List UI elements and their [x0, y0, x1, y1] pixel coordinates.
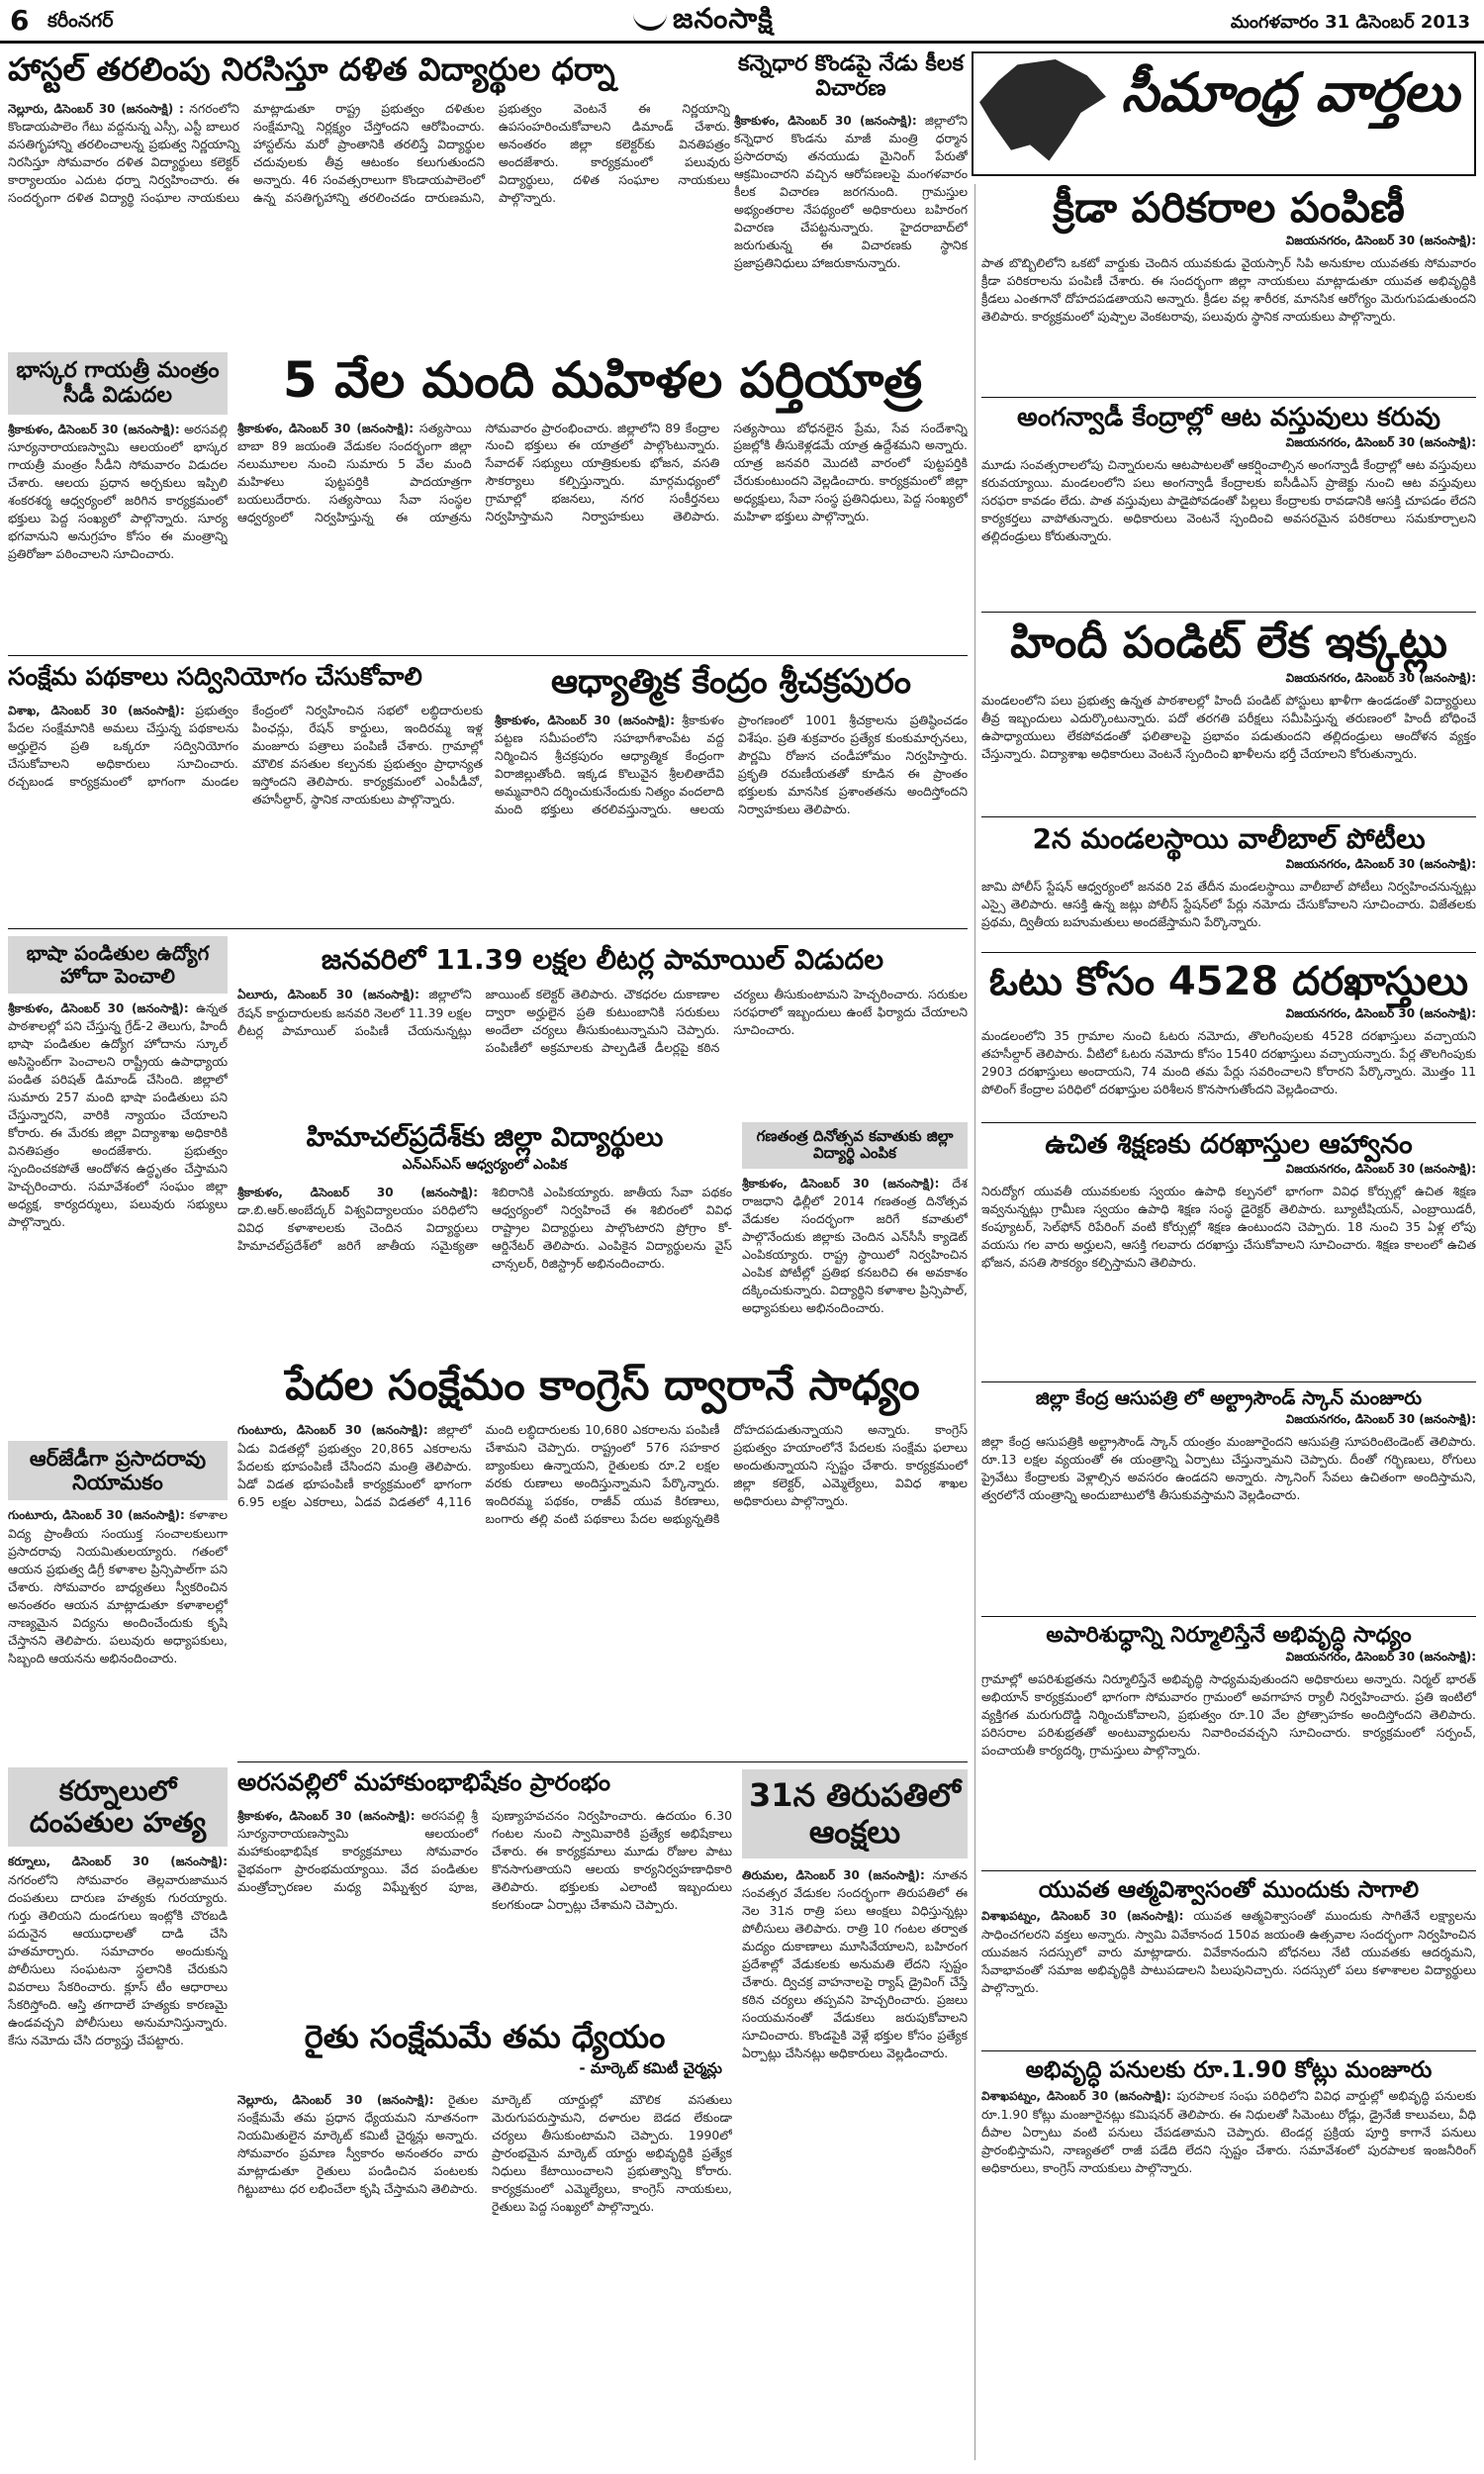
body-text: ప్రభుత్వం పేదల సంక్షేమానికి అమలు చేస్తున్న పథకాలను అర్హులైన ప్రతి ఒక్కరూ సద్వినియోగం చేసుకోవాలని అధికారులు సూచించారు. రచ్చబండ కార్యక్రమంలో భాగంగా మండల కేంద్రంలో నిర్వహించిన సభలో లబ్ధిదారులకు పింఛన్లు, రేషన్ కార్డులు, ఇందిరమ్మ ఇళ్ల మంజూరు పత్రాలు పంపిణీ చేశారు. గ్రామాల్లో మౌలిక వసతుల కల్పనకు ప్రభుత్వం ప్రాధాన్యత ఇస్తోందని తెలిపారు. కార్యక్రమంలో ఎంపీడీవో, తహసీల్దార్, స్థానిక నాయకులు పాల్గొన్నారు. [8, 702, 483, 807]
article-kumbhabhishekam [237, 1769, 732, 2007]
article-body [237, 420, 968, 526]
article-body [8, 100, 730, 207]
divider [237, 1761, 968, 1762]
article-volleyball [981, 823, 1476, 952]
dateline: ఏలూరు, డిసెంబర్ 30 (జనంసాక్షి): [237, 988, 419, 1002]
article-hostel [8, 51, 730, 348]
dateline: విజయనగరం, డిసెంబర్ 30 (జనంసాక్షి): [1285, 1162, 1476, 1177]
article-palm-oil [237, 936, 968, 1114]
headline: ఆధ్యాత్మిక కేంద్రం శ్రీచక్రపురం [550, 663, 912, 702]
dateline: విశాఖ, డిసెంబర్ 30 (జనంసాక్షి): [8, 703, 185, 717]
headline: భాస్కర గాయత్రీ మంత్రం సీడీ విడుదల [8, 352, 228, 415]
body-text: కళాశాల విద్య ప్రాంతీయ సంయుక్త సంచాలకులుగా ప్రసాదరావు నియమితులయ్యారు. గతంలో ఆయన ప్రభుత్వ డిగ్రీ కళాశాల ప్రిన్సిపాల్‌గా పని చేశారు. సోమవారం బాధ్యతలు స్వీకరించిన అనంతరం ఆయన మాట్లాడుతూ కళాశాలల్లో నాణ్యమైన విద్యను అందించేందుకు కృషి చేస్తానని తెలిపారు. పలువురు అధ్యాపకులు, సిబ్బంది ఆయనను అభినందించారు. [8, 1507, 228, 1665]
headline: క్రీడా పరికరాల పంపిణీ [1053, 184, 1405, 232]
body-text: జిల్లాలోని కన్నెధార కొండను మాజీ మంత్రి ధర్మాన ప్రసాదరావు తనయుడు మైనింగ్ పేరుతో ఆక్రమించారని వచ్చిన ఆరోపణలపై మంగళవారం కీలక విచారణ జరగనుంది. గ్రామస్తుల అభ్యంతరాల నేపథ్యంలో అధికారులు బహిరంగ విచారణ చేపట్టనున్నారు. హైదరాబాద్‌లో జరుగుతున్న ఈ విచారణకు స్థానిక ప్రజాప్రతినిధులు హాజరుకానున్నారు. [734, 112, 968, 270]
body-text: నగరంలోని కొండాయపాలెం గేటు వద్దనున్న ఎస్సీ, ఎస్టీ బాలుర వసతిగృహాన్ని తరలించాలన్న ప్రభుత్వ నిర్ణయాన్ని నిరసిస్తూ సోమవారం దళిత విద్యార్థులు కలెక్టర్ కార్యాలయం ఎదుట ధర్నా నిర్వహించారు. ఈ సందర్భంగా దళిత విద్యార్థి సంఘాల నాయకులు మాట్లాడుతూ రాష్ట్ర ప్రభుత్వం దళితుల సంక్షేమాన్ని నిర్లక్ష్యం చేస్తోందని ఆరోపించారు. హాస్టల్‌ను మరో ప్రాంతానికి తరలిస్తే విద్యార్థుల చదువులకు తీవ్ర ఆటంకం కలుగుతుందని అన్నారు. 46 సంవత్సరాలుగా కొండాయపాలెంలో ఉన్న వసతిగృహాన్ని తరలించడం దారుణమని, ప్రభుత్వం వెంటనే ఈ నిర్ణయాన్ని ఉపసంహరించుకోవాలని డిమాండ్ చేశారు. అనంతరం జిల్లా కలెక్టర్‌కు వినతిపత్రం అందజేశారు. కార్యక్రమంలో పలువురు విద్యార్థులు, దళిత సంఘాల నాయకులు పాల్గొన్నారు. [8, 100, 730, 206]
body-text: నూతన సంవత్సర వేడుకల సందర్భంగా తిరుపతిలో ఈ నెల 31న రాత్రి పలు ఆంక్షలు విధిస్తున్నట్లు పోలీసులు తెలిపారు. రాత్రి 10 గంటల తర్వాత మద్యం దుకాణాలు మూసివేయాలని, బహిరంగ ప్రదేశాల్లో వేడుకలకు అనుమతి లేదని స్పష్టం చేశారు. ద్విచక్ర వాహనాలపై ర్యాష్ డ్రైవింగ్ చేస్తే కఠిన చర్యలు తప్పవని హెచ్చరించారు. ప్రజలు సంయమనంతో వేడుకలు జరుపుకోవాలని సూచించారు. కొండపైకి వెళ్లే భక్తుల కోసం ప్రత్యేక ఏర్పాట్లు చేసినట్లు అధికారులు వెల్లడించారు. [742, 1866, 968, 2060]
dateline: కర్నూలు, డిసెంబర్ 30 (జనంసాక్షి): [8, 1855, 228, 1869]
headline: యువత ఆత్మవిశ్వాసంతో ముందుకు సాగాలి [1038, 1877, 1420, 1903]
article-body [981, 1907, 1476, 1996]
headline: ఓటు కోసం 4528 దరఖాస్తులు [988, 959, 1469, 1004]
body-text: నిరుద్యోగ యువతీ యువకులకు స్వయం ఉపాధి కల్పనలో భాగంగా వివిధ కోర్సుల్లో ఉచిత శిక్షణ ఇవ్వనున్నట్లు గ్రామీణ స్వయం ఉపాధి శిక్షణ సంస్థ డైరెక్టర్ తెలిపారు. బ్యూటీషియన్, ఎంబ్రాయిడరీ, కంప్యూటర్, సెల్‌ఫోన్ రిపేరింగ్ వంటి కోర్సుల్లో శిక్షణ ఉంటుందని చెప్పారు. 18 నుంచి 35 ఏళ్ల లోపు వయసు గల వారు అర్హులని, ఆసక్తి గలవారు దరఖాస్తు చేసుకోవాలని సూచించారు. శిక్షణ కాలంలో ఉచిత భోజన, వసతి సౌకర్యం కల్పిస్తామని తెలిపారు. [981, 1184, 1476, 1270]
article-body [495, 712, 968, 818]
dateline: శ్రీకాకుళం, డిసెంబర్ 30 (జనంసాక్షి): [8, 1001, 189, 1015]
dateline: శ్రీకాకుళం, డిసెంబర్ 30 (జనంసాక్షి): [8, 422, 180, 436]
article-congress [237, 1358, 968, 1754]
body-text: జామి పోలీస్ స్టేషన్ ఆధ్వర్యంలో జనవరి 2వ తేదీన మండలస్థాయి వాలీబాల్ పోటీలు నిర్వహించనున్నట్లు ఎస్సై తెలిపారు. ఆసక్తి ఉన్న జట్లు పోలీస్ స్టేషన్‌లో పేర్లు నమోదు చేసుకోవాలని సూచించారు. విజేతలకు ప్రథమ, ద్వితీయ బహుమతులు అందజేస్తామని పేర్కొన్నారు. [981, 879, 1476, 930]
article-anganwadi [981, 404, 1476, 612]
headline: సంక్షేమ పథకాలు సద్వినియోగం చేసుకోవాలి [8, 663, 422, 691]
seemandhra-banner [972, 51, 1476, 176]
headline: హిమాచల్‌ప్రదేశ్‌కు జిల్లా విద్యార్థులు [306, 1122, 664, 1153]
dateline: తిరుమల, డిసెంబర్ 30 (జనంసాక్షి): [742, 1867, 925, 1882]
divider [8, 655, 968, 656]
headline: జిల్లా కేంద్ర ఆసుపత్రి లో అల్ట్రాసౌండ్ స్కాన్ మంజూరు [1035, 1388, 1423, 1409]
dateline: శ్రీకాకుళం, డిసెంబర్ 30 (జనంసాక్షి): [237, 1808, 416, 1823]
body-text: అరసవల్లి సూర్యనారాయణస్వామి ఆలయంలో భాస్కర గాయత్రీ మంత్రం సీడీని సోమవారం విడుదల చేశారు. ఆలయ ప్రధాన అర్చకులు ఇప్పిలి శంకరశర్మ ఆధ్వర్యంలో జరిగిన కార్యక్రమంలో భక్తులు పెద్ద సంఖ్యలో పాల్గొన్నారు. సూర్య భగవానుని అనుగ్రహం కోసం ఈ మంత్రాన్ని ప్రతిరోజూ పఠించాలని సూచించారు. [8, 421, 228, 561]
divider [8, 928, 968, 929]
dateline: నెల్లూరు, డిసెంబర్ 30 (జనంసాక్షి): [237, 2092, 434, 2107]
article-body [8, 1506, 228, 1666]
headline: రైతు సంక్షేమమే తమ ధ్యేయం [304, 2019, 666, 2055]
headline: 31న తిరుపతిలో ఆంక్షలు [742, 1769, 968, 1858]
dateline: విజయనగరం, డిసెంబర్ 30 (జనంసాక్షి): [1285, 234, 1476, 248]
headline: అభివృద్ధి పనులకు రూ.1.90 కోట్లు మంజూరు [1025, 2057, 1433, 2083]
subhead: ఎన్ఎస్ఎస్ ఆధ్వర్యంలో ఎంపిక [402, 1157, 568, 1174]
article-bhasha [8, 936, 228, 1431]
article-ultrasound [981, 1388, 1476, 1616]
headline: ఉచిత శిక్షణకు దరఖాస్తుల ఆహ్వానం [1045, 1129, 1413, 1160]
article-body [8, 1853, 228, 2048]
divider [981, 952, 1476, 953]
dateline: శ్రీకాకుళం, డిసెంబర్ 30 (జనంసాక్షి): [495, 714, 676, 728]
headline: జనవరిలో 11.39 లక్షల లీటర్ల పామాయిల్ విడుదల [321, 943, 884, 976]
divider [981, 1870, 1476, 1871]
body-text: పురపాలక సంఘ పరిధిలోని వివిధ వార్డుల్లో అభివృద్ధి పనులకు రూ.1.90 కోట్లు మంజూరైనట్లు కమిషనర్ తెలిపారు. ఈ నిధులతో సిమెంటు రోడ్లు, డ్రైనేజీ కాలువలు, వీధి దీపాల ఏర్పాటు వంటి పనులు చేపడతామని చెప్పారు. టెండర్ల ప్రక్రియ పూర్తి కాగానే పనులు ప్రారంభిస్తామని, నాణ్యతలో రాజీ పడేది లేదని స్పష్టం చేశారు. సమావేశంలో పురపాలక ఇంజనీరింగ్ అధికారులు, కాంగ్రెస్ నాయకులు పాల్గొన్నారు. [981, 2088, 1476, 2175]
article-youth [981, 1877, 1476, 2050]
divider [981, 612, 1476, 613]
dateline: విజయనగరం, డిసెంబర్ 30 (జనంసాక్షి): [1285, 1411, 1476, 1426]
article-body [237, 986, 968, 1057]
dateline: నెల్లూరు, డిసెంబర్ 30 (జనంసాక్షి) : [8, 101, 184, 116]
headline: అరసవల్లిలో మహాకుంభాభిషేకం ప్రారంభం [237, 1769, 611, 1796]
article-body [981, 2087, 1476, 2176]
article-srichakrapuram [495, 663, 968, 920]
dateline: విశాఖపట్నం, డిసెంబర్ 30 (జనంసాక్షి): [981, 1909, 1184, 1924]
body-text: జిల్లా కేంద్ర ఆసుపత్రికి అల్ట్రాసౌండ్ స్కాన్ యంత్రం మంజూరైందని ఆసుపత్రి సూపరింటెండెంట్ తెలిపారు. రూ.13 లక్షల వ్యయంతో ఈ యంత్రాన్ని ఏర్పాటు చేస్తున్నామని చెప్పారు. దీంతో గర్భిణులు, రోగులు ప్రైవేటు కేంద్రాలకు వెళ్లాల్సిన అవసరం ఉండదని అన్నారు. స్కానింగ్ సేవలు ఉచితంగా అందిస్తామని, త్వరలోనే యంత్రాన్ని అందుబాటులోకి తీసుకువస్తామని వెల్లడించారు. [981, 1433, 1476, 1502]
dateline: విశాఖపట్నం, డిసెంబర్ 30 (జనంసాక్షి): [981, 2089, 1171, 2104]
column-divider [974, 184, 975, 2460]
headline: 5 వేల మంది మహిళల పర్తియాత్ర [282, 352, 923, 409]
headline: 2న మండలస్థాయి వాలీబాల్ పోటీలు [1032, 823, 1426, 855]
page-number: 6 [10, 4, 30, 37]
body-text: పాత బొబ్బిలిలోని ఒకటో వార్డుకు చెందిన యువకుడు వైయస్సార్ సిపి అనుకూల యువతకు సోమవారం క్రీడా పరికరాలను పంపిణీ చేశారు. ఈ సందర్భంగా జిల్లా నాయకులు మాట్లాడుతూ యువత అభివృద్ధికి క్రీడలు ఎంతగానో దోహదపడతాయని అన్నారు. క్రీడల వల్ల శారీరక, మానసిక ఆరోగ్యం మెరుగుపడుతుందని తెలిపారు. కార్యక్రమంలో పుష్పాల వెంకటరావు, పలువురు స్థానిక నాయకులు పాల్గొన్నారు. [981, 255, 1476, 325]
dateline: విజయనగరం, డిసెంబర్ 30 (జనంసాక్షి): [1285, 1006, 1476, 1020]
article-body [8, 421, 228, 563]
issue-date: మంగళవారం 31 డిసెంబర్ 2013 [1230, 12, 1470, 33]
masthead [633, 2, 774, 42]
article-padayatra [237, 352, 968, 649]
article-body [237, 1807, 732, 1914]
article-kurnool [8, 1767, 228, 2460]
body-text: అరసవల్లి శ్రీ సూర్యనారాయణస్వామి ఆలయంలో మహాకుంభాభిషేక కార్యక్రమాలు సోమవారం వైభవంగా ప్రారంభమయ్యాయి. వేద పండితుల మంత్రోచ్ఛారణల మధ్య విఘ్నేశ్వర పూజ, పుణ్యాహవచనం నిర్వహించారు. ఉదయం 6.30 గంటల నుంచి స్వామివారికి ప్రత్యేక అభిషేకాలు చేశారు. ఈ కార్యక్రమాలు మూడు రోజుల పాటు కొనసాగుతాయని ఆలయ కార్యనిర్వహణాధికారి తెలిపారు. భక్తులకు ఎలాంటి ఇబ్బందులు కలగకుండా ఏర్పాట్లు చేశామని చెప్పారు. [237, 1807, 732, 1912]
article-kannedhara [734, 51, 968, 348]
dateline: విజయనగరం, డిసెంబర్ 30 (జనంసాక్షి): [1285, 1650, 1476, 1665]
headline: ఆర్‌జేడీగా ప్రసాదరావు నియామకం [8, 1441, 228, 1500]
article-rythu [237, 2019, 732, 2460]
article-body [237, 1421, 968, 1528]
article-welfare [8, 663, 483, 920]
article-gayatri [8, 352, 228, 649]
body-text: రైతుల సంక్షేమమే తమ ప్రధాన ధ్యేయమని నూతనంగా నియమితులైన మార్కెట్ కమిటీ చైర్మన్లు అన్నారు. సోమవారం ప్రమాణ స్వీకారం అనంతరం వారు మాట్లాడుతూ రైతులు పండించిన పంటలకు గిట్టుబాటు ధర లభించేలా కృషి చేస్తామని తెలిపారు. మార్కెట్ యార్డుల్లో మౌలిక వసతులు మెరుగుపరుస్తామని, దళారుల బెడద లేకుండా చర్యలు తీసుకుంటామని చెప్పారు. 1990లో ప్రారంభమైన మార్కెట్ యార్డు అభివృద్ధికి ప్రత్యేక నిధులు కేటాయించాలని ప్రభుత్వాన్ని కోరారు. కార్యక్రమంలో ఎమ్మెల్యేలు, కాంగ్రెస్ నాయకులు, రైతులు పెద్ద సంఖ్యలో పాల్గొన్నారు. [237, 2091, 732, 2214]
body-text: మండలంలోని పలు ప్రభుత్వ ఉన్నత పాఠశాలల్లో హిందీ పండిట్ పోస్టులు ఖాళీగా ఉండడంతో విద్యార్థులు తీవ్ర ఇబ్బందులు ఎదుర్కొంటున్నారు. పదో తరగతి పరీక్షలు సమీపిస్తున్న తరుణంలో హిందీ బోధించే ఉపాధ్యాయులు లేకపోవడంతో ఫలితాలపై ప్రభావం పడుతుందని తల్లిదండ్రులు ఆందోళన వ్యక్తం చేస్తున్నారు. విద్యాశాఖ అధికారులు వెంటనే స్పందించి ఖాళీలను భర్తీ చేయాలని కోరుతున్నారు. [981, 692, 1476, 761]
article-himachal [237, 1122, 732, 1350]
article-vote [981, 959, 1476, 1122]
article-tirupati [742, 1769, 968, 2460]
article-body [742, 1866, 968, 2062]
divider [981, 1381, 1476, 1382]
body-text: జిల్లాలోని రేషన్ కార్డుదారులకు జనవరి నెలలో 11.39 లక్షల లీటర్ల పామాయిల్ పంపిణీ చేయనున్నట్లు జాయింట్ కలెక్టర్ తెలిపారు. చౌకధరల దుకాణాల ద్వారా అర్హులైన ప్రతి కుటుంబానికి సరుకులు అందేలా చర్యలు తీసుకుంటున్నామని చెప్పారు. పంపిణీలో అక్రమాలకు పాల్పడితే డీలర్లపై కఠిన చర్యలు తీసుకుంటామని హెచ్చరించారు. సరుకుల సరఫరాలో ఇబ్బందులు ఉంటే ఫిర్యాదు చేయాలని సూచించారు. [237, 987, 968, 1056]
divider [981, 1122, 1476, 1123]
headline: హాస్టల్ తరలింపు నిరసిస్తూ దళిత విద్యార్థుల ధర్నా [8, 51, 615, 88]
headline: పేదల సంక్షేమం కాంగ్రెస్ ద్వారానే సాధ్యం [285, 1361, 920, 1409]
article-hindi [981, 618, 1476, 816]
page-header [0, 0, 1484, 44]
article-development [981, 2057, 1476, 2245]
article-body [8, 702, 483, 809]
dateline: గుంటూరు, డిసెంబర్ 30 (జనంసాక్షి): [237, 1423, 428, 1438]
article-body [237, 1184, 732, 1273]
headline: గణతంత్ర దినోత్సవ కవాతుకు జిల్లా విద్యార్థి ఎంపిక [742, 1122, 968, 1169]
article-body [237, 2091, 732, 2216]
headline: కర్నూలులో దంపతుల హత్య [8, 1767, 228, 1847]
body-text: మూడు సంవత్సరాలలోపు చిన్నారులను ఆటపాటలతో ఆకర్షించాల్సిన అంగన్వాడీ కేంద్రాల్లో ఆట వస్తువులు కరువయ్యాయి. మండలంలోని పలు అంగన్వాడీ కేంద్రాలకు ఐసీడీఎస్ ప్రాజెక్టు నుంచి ఆట వస్తువులు సరఫరా కావడం లేదు. పాత వస్తువులు పాడైపోవడంతో పిల్లలు కేంద్రాలకు రావడానికి ఆసక్తి చూపడం లేదని కార్యకర్తలు వాపోతున్నారు. అధికారులు వెంటనే స్పందించి అవసరమైన పరికరాలు సమకూర్చాలని తల్లిదండ్రులు కోరుతున్నారు. [981, 456, 1476, 543]
dateline: గుంటూరు, డిసెంబర్ 30 (జనంసాక్షి): [8, 1508, 185, 1523]
article-sanitation [981, 1623, 1476, 1870]
body-text: జిల్లాలో ఏడు విడతల్లో ప్రభుత్వం 20,865 ఎకరాలను పేదలకు భూపంపిణీ చేసిందని మంత్రి తెలిపారు. ఏడో విడత భూపంపిణీ కార్యక్రమంలో భాగంగా 6.95 లక్షల ఎకరాలు, ఏడవ విడతలో 4,116 మంది లబ్ధిదారులకు 10,680 ఎకరాలను పంపిణీ చేశామని చెప్పారు. రాష్ట్రంలో 576 సహకార బ్యాంకులు ఉన్నాయని, రైతులకు రూ.2 లక్షల వరకు రుణాలు అందిస్తున్నామని పేర్కొన్నారు. ఇందిరమ్మ పథకం, రాజీవ్ యువ కిరణాలు, బంగారు తల్లి వంటి పథకాలు పేదల అభ్యున్నతికి దోహదపడుతున్నాయని అన్నారు. కాంగ్రెస్ ప్రభుత్వం హయాంలోనే పేదలకు సంక్షేమ ఫలాలు అందుతున్నాయని స్పష్టం చేశారు. కార్యక్రమంలో జిల్లా కలెక్టర్, ఎమ్మెల్యేలు, వివిధ శాఖల అధికారులు పాల్గొన్నారు. [237, 1422, 968, 1527]
article-sports-kits [981, 184, 1476, 397]
dateline: శ్రీకాకుళం, డిసెంబర్ 30 (జనంసాక్షి): [734, 113, 917, 128]
headline: కన్నెధార కొండపై నేడు కీలక విచారణ [738, 51, 964, 102]
headline: హిందీ పండిట్ లేక ఇక్కట్లు [1010, 618, 1447, 668]
body-text: ఉన్నత పాఠశాలల్లో పని చేస్తున్న గ్రేడ్-2 తెలుగు, హిందీ భాషా పండితుల ఉద్యోగ హోదాను స్కూల్ అసిస్టెంట్‌గా పెంచాలని రాష్ట్రీయ ఉపాధ్యాయ పండిత పరిషత్ డిమాండ్ చేసింది. జిల్లాలో సుమారు 257 మంది భాషా పండితులు పని చేస్తున్నారని, వారికి న్యాయం చేయాలని కోరారు. ఈ మేరకు జిల్లా విద్యాశాఖ అధికారికి వినతిపత్రం అందజేశారు. ప్రభుత్వం స్పందించకపోతే ఆందోళన ఉద్ధృతం చేస్తామని హెచ్చరించారు. సమావేశంలో సంఘం జిల్లా అధ్యక్ష, కార్యదర్శులు, పలువురు సభ్యులు పాల్గొన్నారు. [8, 1000, 228, 1230]
right-column [981, 184, 1476, 2460]
dateline: విజయనగరం, డిసెంబర్ 30 (జనంసాక్షి): [1285, 857, 1476, 872]
headline: అంగన్వాడీ కేంద్రాల్లో ఆట వస్తువులు కరువు [1017, 404, 1440, 432]
dateline: విజయనగరం, డిసెంబర్ 30 (జనంసాక్షి): [1285, 670, 1476, 685]
body-text: సత్యసాయి బాబా 89 జయంతి వేడుకల సందర్భంగా జిల్లా నలుమూలల నుంచి సుమారు 5 వేల మంది మహిళలు పుట్టపర్తికి పాదయాత్రగా బయలుదేరారు. సత్యసాయి సేవా సంస్థల ఆధ్వర్యంలో నిర్వహిస్తున్న ఈ యాత్రను సోమవారం ప్రారంభించారు. జిల్లాలోని 89 కేంద్రాల నుంచి భక్తులు ఈ యాత్రలో పాల్గొంటున్నారు. సేవాదళ్ సభ్యులు యాత్రికులకు భోజన, వసతి సౌకర్యాలు కల్పిస్తున్నారు. మార్గమధ్యంలో గ్రామాల్లో భజనలు, నగర సంకీర్తనలు నిర్వహిస్తామని నిర్వాహకులు తెలిపారు. సత్యసాయి బోధనలైన ప్రేమ, సేవ సందేశాన్ని ప్రజల్లోకి తీసుకెళ్లడమే యాత్ర ఉద్దేశమని అన్నారు. యాత్ర జనవరి మొదటి వారంలో పుట్టపర్తికి చేరుకుంటుందని వెల్లడించారు. కార్యక్రమంలో జిల్లా అధ్యక్షులు, సేవా సంస్థ ప్రతినిధులు, పెద్ద సంఖ్యలో మహిళా భక్తులు పాల్గొన్నారు. [237, 420, 968, 524]
headline: అపారిశుధ్ధాన్ని నిర్మూలిస్తేనే అభివృద్ధి సాధ్యం [1046, 1623, 1412, 1648]
article-body [8, 999, 228, 1231]
masthead-title: జనంసాక్షి [673, 2, 774, 35]
article-rjd [8, 1441, 228, 1758]
article-free-training [981, 1129, 1476, 1381]
body-text: శ్రీకాకుళం పట్టణ సమీపంలోని సహభాగీశాంపేట వద్ద నిర్మించిన శ్రీచక్రపురం ఆధ్యాత్మిక కేంద్రంగా విరాజిల్లుతోంది. ఇక్కడ కొలువైన శ్రీలలితాదేవి అమ్మవారిని దర్శించుకునేందుకు నిత్యం వందలాది మంది భక్తులు తరలివస్తున్నారు. ఆలయ ప్రాంగణంలో 1001 శ్రీచక్రాలను ప్రతిష్ఠించడం విశేషం. ప్రతి శుక్రవారం ప్రత్యేక కుంకుమార్చనలు, పౌర్ణమి రోజున చండీహోమం నిర్వహిస్తారు. ప్రకృతి రమణీయతతో కూడిన ఈ ప్రాంతం భక్తులకు మానసిక ప్రశాంతతను అందిస్తోందని నిర్వాహకులు తెలిపారు. [495, 713, 968, 817]
edition-name: కరీంనగర్ [47, 10, 114, 32]
section-title: సీమాంధ్ర వార్తలు [1121, 60, 1459, 124]
divider [981, 397, 1476, 398]
body-text: నగరంలోని సోమవారం తెల్లవారుజామున దంపతులు దారుణ హత్యకు గురయ్యారు. గుర్తు తెలియని దుండగులు ఇంట్లోకి చొరబడి పదునైన ఆయుధాలతో దాడి చేసి హతమార్చారు. సమాచారం అందుకున్న పోలీసులు సంఘటనా స్థలానికి చేరుకుని వివరాలు సేకరించారు. క్లూస్ టీం ఆధారాలు సేకరిస్తోంది. ఆస్తి తగాదాలే హత్యకు కారణమై ఉండవచ్చని పోలీసులు అనుమానిస్తున్నారు. కేసు నమోదు చేసి దర్యాప్తు చేపట్టారు. [8, 1871, 228, 2047]
article-body [742, 1175, 968, 1317]
body-text: దేశ రాజధాని ఢిల్లీలో 2014 గణతంత్ర దినోత్సవ వేడుకల సందర్భంగా జరిగే కవాతులో పాల్గొనేందుకు జిల్లాకు చెందిన ఎన్‌సీసీ క్యాడెట్ ఎంపికయ్యారు. రాష్ట్ర స్థాయిలో నిర్వహించిన ఎంపిక పోటీల్లో ప్రతిభ కనబరిచి ఈ అవకాశం దక్కించుకున్నారు. విద్యార్థిని కళాశాల ప్రిన్సిపాల్, అధ్యాపకులు అభినందించారు. [742, 1175, 968, 1315]
dateline: విజయనగరం, డిసెంబర్ 30 (జనంసాక్షి): [1285, 434, 1476, 449]
headline: భాషా పండితుల ఉద్యోగ హోదా పెంచాలి [8, 936, 228, 994]
divider [981, 1616, 1476, 1617]
subhead: - మార్కెట్ కమిటీ చైర్మన్లు [579, 2058, 722, 2077]
dateline: శ్రీకాకుళం, డిసెంబర్ 30 (జనంసాక్షి): [742, 1176, 940, 1190]
body-text: మండలంలోని 35 గ్రామాల నుంచి ఓటరు నమోదు, తొలగింపులకు 4528 దరఖాస్తులు వచ్చాయని తహసీల్దార్ తెలిపారు. వీటిలో ఓటరు నమోదు కోసం 1540 దరఖాస్తులు వచ్చాయన్నారు. పేర్ల తొలగింపుకు 2903 దరఖాస్తులు అందాయని, 74 మంది తమ పేర్లు సవరించాలని కోరారని పేర్కొన్నారు. మొత్తం 11 పోలింగ్ కేంద్రాల పరిధిలో దరఖాస్తుల పరిశీలన కొనసాగుతోందని వెల్లడించారు. [981, 1028, 1476, 1096]
body-text: గ్రామాల్లో అపరిశుభ్రతను నిర్మూలిస్తేనే అభివృద్ధి సాధ్యమవుతుందని అధికారులు అన్నారు. నిర్మల్ భారత్ అభియాన్ కార్యక్రమంలో భాగంగా సోమవారం గ్రామంలో అవగాహన ర్యాలీ నిర్వహించారు. ప్రతి ఇంటిలో వ్యక్తిగత మరుగుదొడ్డి నిర్మించుకోవాలని, ప్రభుత్వం రూ.10 వేల ప్రోత్సాహకం అందిస్తోందని తెలిపారు. పరిసరాల పరిశుభ్రతతో అంటువ్యాధులను నివారించవచ్చని సూచించారు. కార్యక్రమంలో సర్పంచ్, పంచాయతీ కార్యదర్శి, గ్రామస్తులు పాల్గొన్నారు. [981, 1671, 1476, 1759]
map-icon [979, 59, 1106, 166]
divider [981, 2050, 1476, 2051]
article-body [734, 112, 968, 272]
body-text: యువత ఆత్మవిశ్వాసంతో ముందుకు సాగితేనే లక్ష్యాలను సాధించగలరని వక్తలు అన్నారు. స్వామి వివేకానంద 150వ జయంతి ఉత్సవాల సందర్భంగా నిర్వహించిన యువజన సదస్సులో వారు మాట్లాడారు. వివేకానందుని బోధనలు నేటి యువతకు ఆదర్శమని, సేవాభావంతో సమాజ అభివృద్ధికి పాటుపడాలని పిలుపునిచ్చారు. సదస్సులో పలు కళాశాలల విద్యార్థులు పాల్గొన్నారు. [981, 1908, 1476, 1995]
divider [981, 816, 1476, 817]
masthead-logo-icon [633, 9, 667, 31]
body-text: డా.బి.ఆర్.అంబేద్కర్ విశ్వవిద్యాలయం పరిధిలోని వివిధ కళాశాలలకు చెందిన విద్యార్థులు హిమాచల్‌ప్రదేశ్‌లో జరిగే జాతీయ సమైక్యతా శిబిరానికి ఎంపికయ్యారు. జాతీయ సేవా పథకం ఆధ్వర్యంలో నిర్వహించే ఈ శిబిరంలో వివిధ రాష్ట్రాల విద్యార్థులు పాల్గొంటారని ప్రోగ్రాం కో-ఆర్డినేటర్ తెలిపారు. ఎంపికైన విద్యార్థులను వైస్ చాన్సలర్, రిజిస్ట్రార్ అభినందించారు. [237, 1185, 732, 1271]
dateline: శ్రీకాకుళం, డిసెంబర్ 30 (జనంసాక్షి): [237, 421, 415, 435]
article-republic [742, 1122, 968, 1350]
dateline: శ్రీకాకుళం, డిసెంబర్ 30 (జనంసాక్షి): [237, 1186, 478, 1200]
